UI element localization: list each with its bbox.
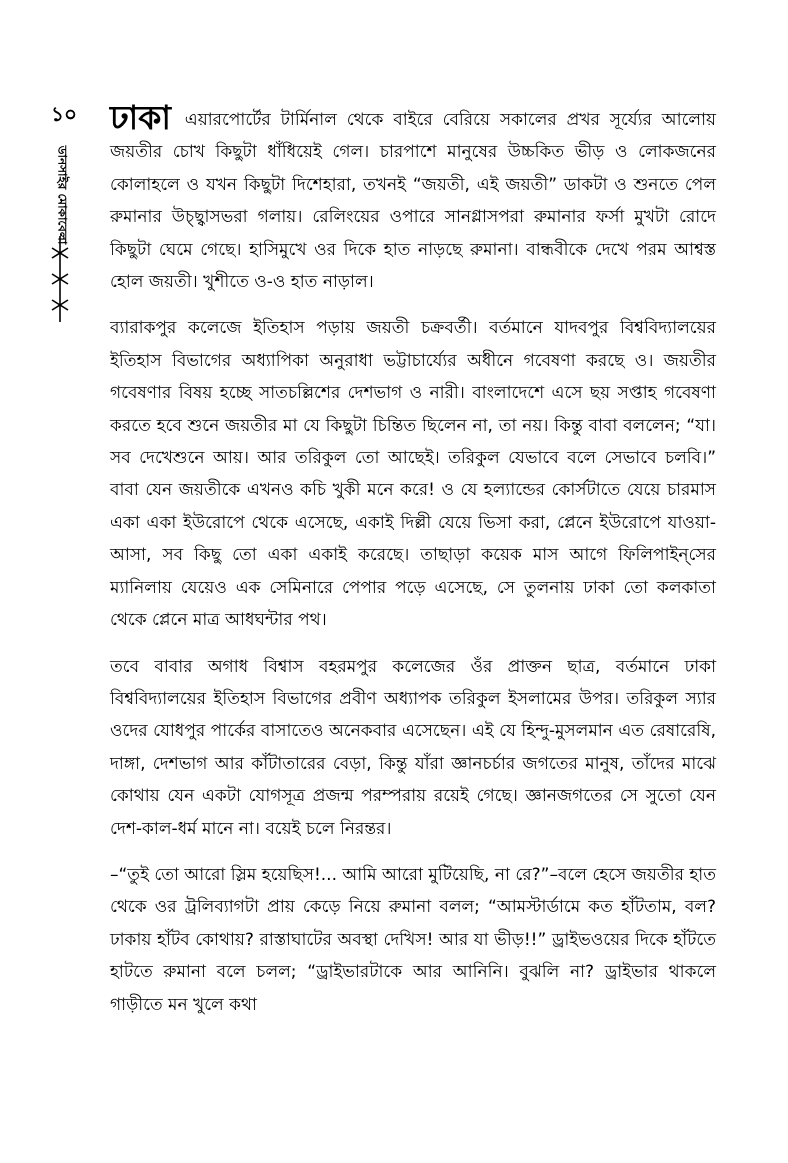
- opening-word: ঢাকা: [110, 98, 171, 137]
- paragraph: –“তুই তো আরো স্লিম হয়েছিস!... আমি আরো মুটিয়েছি, না রে?”–বলে হেসে জয়তীর হাত থেকে ওর ট্রলিব্যাগটা প্রায় কেড়ে নিয়ে রুমানা বলল; “আমস্টার্ডামে কত হাঁটতাম, বল? ঢাকায় হাঁটব কোথায়? রাস্তাঘাটের অবস্থা দেখিস! আর যা ভীড়!!” ড্রাইভওয়ের দিকে হাঁটতে হাটতে রুমানা বলে চলল; “ড্রাইভারটাকে আর আনিনি। বুঝলি না? ড্রাইভার থাকলে গাড়ীতে মন খুলে কথা: [110, 864, 716, 1015]
- paragraph: তবে বাবার অগাধ বিশ্বাস বহরমপুর কলেজের ওঁর প্রাক্তন ছাত্র, বর্তমানে ঢাকা বিশ্ববিদ্যালয়ের ইতিহাস বিভাগের প্রবীণ অধ্যাপক তরিকুল ইসলামের উপর। তরিকুল স্যার ওদের যোধপুর পার্কের বাসাতেও অনেকবার এসেছেন। এই যে হিন্দু-মুসলমান এত রেষারেষি, দাঙ্গা, দেশভাগ আর কাঁটাতারের বেড়া, কিন্তু যাঁরা জ্ঞানচর্চার জগতের মানুষ, তাঁদের মাঝে কোথায় যেন একটা যোগসূত্র প্রজন্ম পরম্পরায় রয়েই গেছে। জ্ঞানজগতের সে সুতো যেন দেশ-কাল-ধর্ম মানে না। বয়েই চলে নিরন্তর।: [110, 656, 716, 839]
- running-title-text: ডানসাইর মোকাবেলা: [55, 145, 69, 245]
- paragraph: [110, 98, 717, 298]
- barbed-wire-ornament-icon: [49, 236, 71, 322]
- running-title: [50, 145, 70, 245]
- body-text: [110, 98, 717, 1035]
- page-number: ১০: [51, 102, 77, 126]
- paragraph: ব্যারাকপুর কলেজে ইতিহাস পড়ায় জয়তী চক্রবর্তী। বর্তমানে যাদবপুর বিশ্ববিদ্যালয়ের ইতিহাস বিভাগের অধ্যাপিকা অনুরাধা ভট্টাচার্য্যের অধীনে গবেষণা করছে ও। জয়তীর গবেষণার বিষয় হচ্ছে সাতচল্লিশের দেশভাগ ও নারী। বাংলাদেশে এসে ছয় সপ্তাহ গবেষণা করতে হবে শুনে জয়তীর মা যে কিছুটা চিন্তিত ছিলেন না, তা নয়। কিন্তু বাবা বললেন; “যা। সব দেখেশুনে আয়। আর তরিকুল তো আছেই। তরিকুল যেভাবে বলে সেভাবে চলবি।” বাবা যেন জয়তীকে এখনও কচি খুকী মনে করে! ও যে হল্যান্ডের কোর্সটাতে যেয়ে চারমাস একা একা ইউরোপে থেকে এসেছে, একাই দিল্লী যেয়ে ভিসা করা, প্লেনে ইউরোপে যাওয়া-আসা, সব কিছু তো একা একাই করেছে। তাছাড়া কয়েক মাস আগে ফিলিপাইন্‌সের ম্যানিলায় যেয়েও এক সেমিনারে পেপার পড়ে এসেছে, সে তুলনায় ঢাকা তো কলকাতা থেকে প্লেনে মাত্র আধঘন্টার পথ।: [110, 318, 716, 631]
- paragraph-text: এয়ারপোর্টের টার্মিনাল থেকে বাইরে বেরিয়ে সকালের প্রখর সূর্য্যের আলোয় জয়তীর চোখ কিছুটা ধাঁধিয়েই গেল। চারপাশে মানুষের উচ্চকিত ভীড় ও লোকজনের কোলাহলে ও যখন কিছুটা দিশেহারা, তখনই “জয়তী, এই জয়তী” ডাকটা ও শুনতে পেল রুমানার উচ্ছ্বাসভরা গলায়। রেলিংয়ের ওপারে সানগ্লাসপরা রুমানার ফর্সা মুখটা রোদে কিছুটা ঘেমে গেছে। হাসিমুখে ওর দিকে হাত নাড়ছে রুমানা। বান্ধবীকে দেখে পরম আশ্বস্ত হোল জয়তী। খুশীতে ও-ও হাত নাড়াল।: [110, 110, 717, 293]
